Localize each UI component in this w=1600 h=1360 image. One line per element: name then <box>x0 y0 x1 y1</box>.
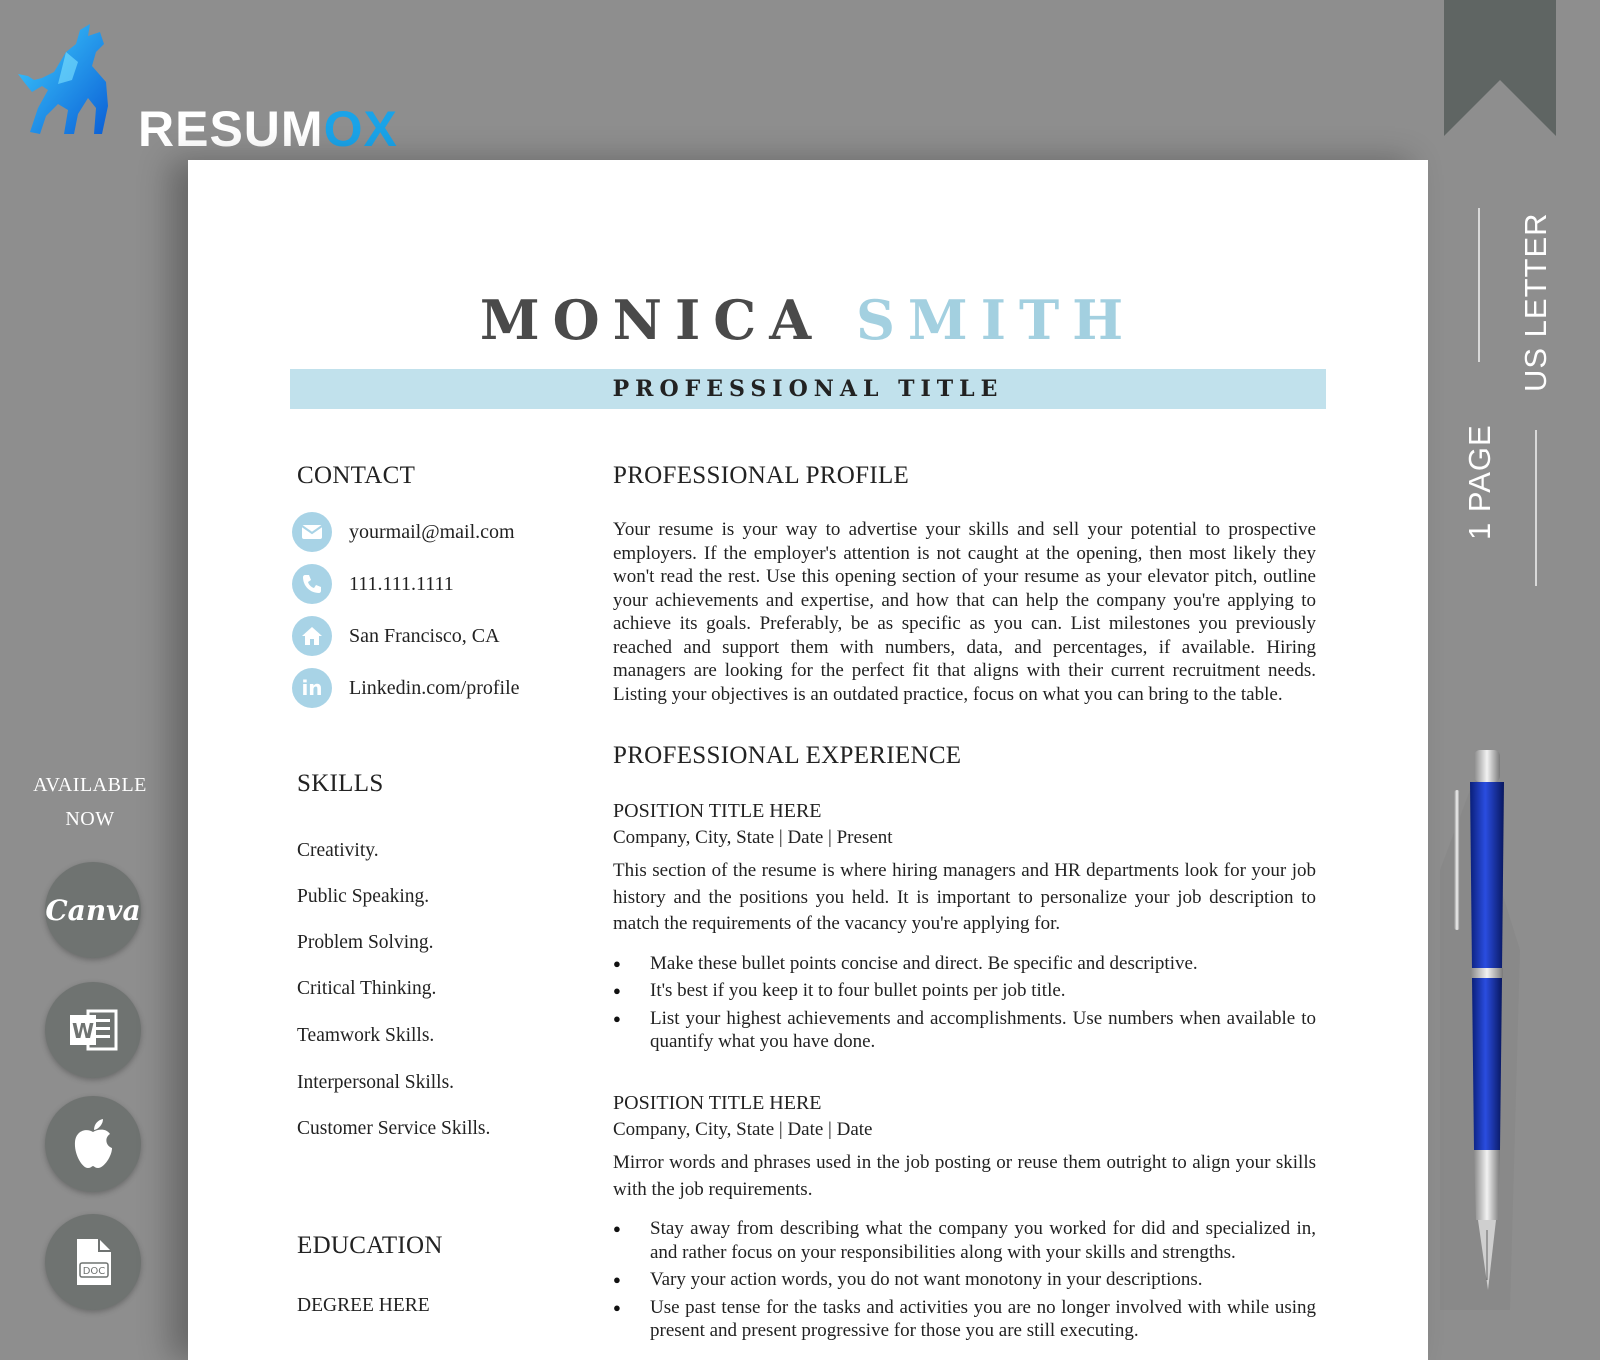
linkedin-icon: in <box>292 668 332 708</box>
linkedin-text: Linkedin.com/profile <box>349 676 520 699</box>
contact-email <box>292 511 515 553</box>
profile-text: Your resume is your way to advertise your skills and sell your potential to prospective employers. If the employer's attention is not caught at the opening, then most likely they won't read the rest. Use this opening section of your resume as your elevator pitch, outline your achievements and expertise, and how that can help the company you're applying to achieve its goals. Preferably, be as specific as you can. List milestones you previously reached and support them with numbers, data, and percentages, if available. Hiring managers are looking for the perfect fit that aligns with their current recruitment needs. Listing your objectives is an outdated practice, focus on what you can bring to the table. <box>613 519 1316 705</box>
canva-button[interactable] <box>45 862 141 958</box>
google-docs-button[interactable] <box>45 1214 141 1310</box>
resume-page <box>188 160 1428 1360</box>
bullet-item: ● It's best if you keep it to four bullet points per job title. <box>613 979 1316 1003</box>
contact-linkedin <box>292 667 520 709</box>
fountain-pen-icon <box>1440 750 1540 1310</box>
contact-phone <box>292 563 454 605</box>
candidate-name <box>188 288 1428 352</box>
bullet-item: ● Stay away from describing what the company you worked for did and specialized in, and rather focus on your responsibilities along with your skills and strengths. <box>613 1217 1316 1264</box>
home-icon <box>292 616 332 656</box>
skill-item: Critical Thinking. <box>297 978 437 999</box>
doc-icon-label: DOC <box>82 1266 106 1277</box>
mail-icon <box>292 512 332 552</box>
position-bullets <box>613 952 1316 1054</box>
skill-item: Teamwork Skills. <box>297 1025 435 1046</box>
skill-item: Creativity. <box>297 840 379 861</box>
professional-title: PROFESSIONAL TITLE <box>290 369 1326 409</box>
skill-item: Problem Solving. <box>297 932 434 953</box>
brand-wordmark <box>138 101 398 157</box>
bullet-item: ● Make these bullet points concise and direct. Be specific and descriptive. <box>613 952 1316 976</box>
position-title: POSITION TITLE HERE <box>613 800 822 822</box>
degree-text: DEGREE HERE <box>297 1295 430 1316</box>
bullet-item: ● Vary your action words, you do not want monotony in your descriptions. <box>613 1268 1316 1292</box>
bullet-item: ● List your highest achievements and accomplishments. Use numbers when available to quantify what you have done. <box>613 1007 1316 1054</box>
apple-icon <box>70 1118 116 1170</box>
experience-heading: PROFESSIONAL EXPERIENCE <box>613 742 962 769</box>
phone-text: 111.111.1111 <box>349 572 454 595</box>
profile-heading: PROFESSIONAL PROFILE <box>613 462 910 489</box>
apple-pages-button[interactable] <box>45 1096 141 1192</box>
position-meta: Company, City, State | Date | Date <box>613 1119 873 1140</box>
location-text: San Francisco, CA <box>349 624 500 647</box>
brand-name-main: RESUM <box>138 101 324 157</box>
skill-item: Customer Service Skills. <box>297 1118 491 1139</box>
position-bullets <box>613 1217 1316 1343</box>
brand-logo <box>18 22 398 157</box>
skill-item: Interpersonal Skills. <box>297 1072 455 1093</box>
contact-heading: CONTACT <box>297 462 416 489</box>
phone-icon <box>292 564 332 604</box>
position-title: POSITION TITLE HERE <box>613 1092 822 1114</box>
position-1 <box>613 800 1316 1058</box>
contact-location <box>292 615 500 657</box>
doc-file-icon <box>71 1237 115 1287</box>
bull-logo-icon <box>18 22 130 140</box>
side-divider-bottom <box>1535 430 1537 586</box>
skill-item: Public Speaking. <box>297 886 430 907</box>
bookmark-ribbon <box>1444 0 1556 136</box>
availability-label <box>20 768 160 836</box>
word-icon-letter: W <box>71 1019 95 1043</box>
availability-line1: AVAILABLE <box>33 774 147 796</box>
canva-icon: Canva <box>45 893 141 927</box>
page-format-label: US LETTER <box>1518 212 1553 392</box>
page-count-label: 1 PAGE <box>1462 424 1497 540</box>
availability-line2: NOW <box>65 808 115 830</box>
position-description: Mirror words and phrases used in the job posting or reuse them outright to align your skills with the job requirements. <box>613 1152 1316 1200</box>
email-text: yourmail@mail.com <box>349 520 515 543</box>
bullet-item: ● Use past tense for the tasks and activities you are no longer involved with while using present and present progressive for those you are still executing. <box>613 1296 1316 1343</box>
first-name: MONICA <box>479 288 825 352</box>
position-description: This section of the resume is where hiring managers and HR departments look for your job history and the positions you held. It is important to personalize your job description to match the requirements of the vacancy you're applying for. <box>613 860 1316 934</box>
skills-heading: SKILLS <box>297 770 384 797</box>
word-icon <box>68 1007 118 1053</box>
last-name: SMITH <box>855 288 1137 352</box>
brand-name-accent: OX <box>323 101 398 157</box>
position-2 <box>613 1092 1316 1347</box>
education-heading: EDUCATION <box>297 1232 443 1259</box>
position-meta: Company, City, State | Date | Present <box>613 827 893 848</box>
word-button[interactable] <box>45 982 141 1078</box>
side-divider-top <box>1478 208 1480 362</box>
